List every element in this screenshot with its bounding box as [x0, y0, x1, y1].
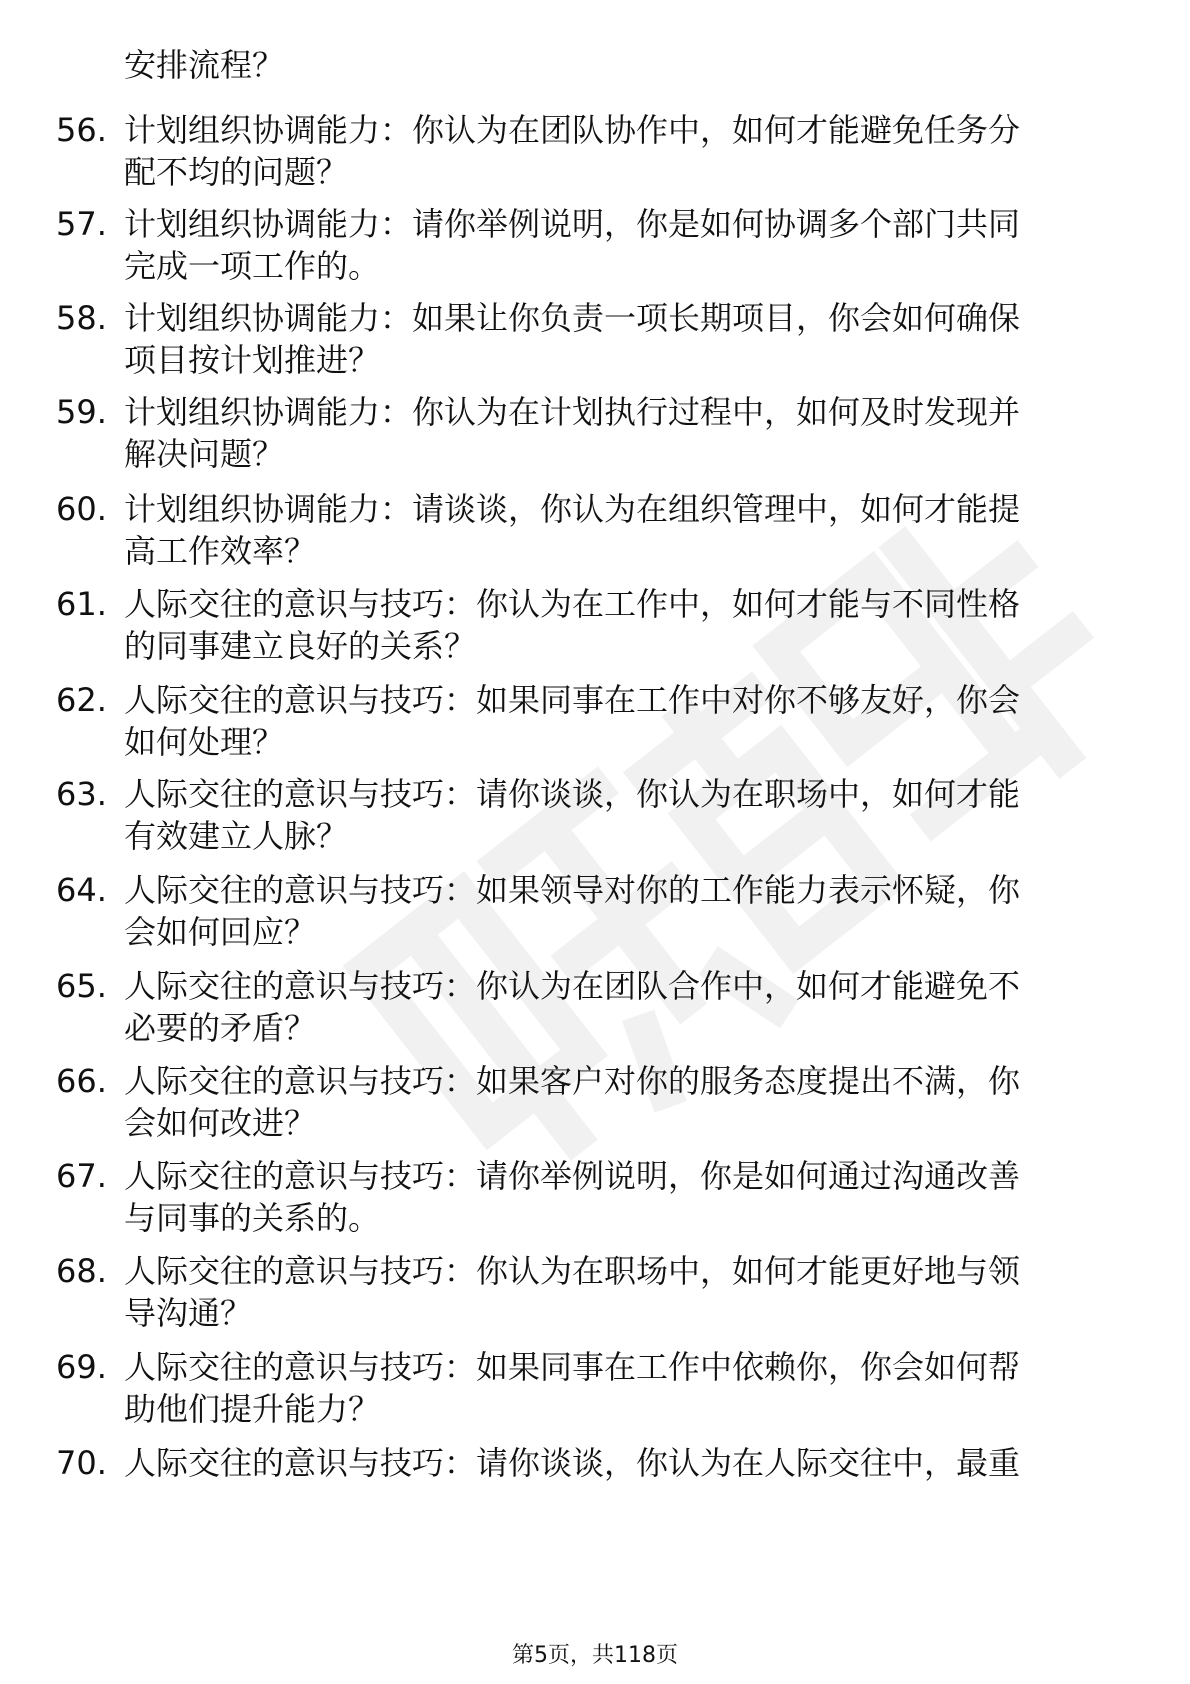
item-text-line-1: 计划组织协调能力：如果让你负责一项长期项目，你会如何确保 [124, 299, 1021, 337]
item-number: 62. [56, 681, 107, 719]
item-number: 59. [56, 393, 107, 431]
item-number: 61. [56, 585, 107, 623]
item-text-line-1: 人际交往的意识与技巧：请你举例说明，你是如何通过沟通改善 [124, 1157, 1021, 1195]
item-number: 65. [56, 967, 107, 1005]
item-text-line-1: 人际交往的意识与技巧：你认为在职场中，如何才能更好地与领 [124, 1252, 1021, 1290]
item-number: 56. [56, 111, 107, 149]
item-text-line-2: 配不均的问题？ [124, 153, 349, 191]
item-text-line-1: 人际交往的意识与技巧：如果同事在工作中依赖你，你会如何帮 [124, 1348, 1021, 1386]
item-text-line-1: 人际交往的意识与技巧：请你谈谈，你认为在职场中，如何才能 [124, 775, 1021, 813]
item-number: 64. [56, 871, 107, 909]
item-text-line-1: 人际交往的意识与技巧：请你谈谈，你认为在人际交往中，最重 [124, 1444, 1021, 1482]
item-number: 70. [56, 1444, 107, 1482]
item-text-line-1: 人际交往的意识与技巧：如果领导对你的工作能力表示怀疑，你 [124, 871, 1021, 909]
item-text-line-2: 的同事建立良好的关系？ [124, 627, 477, 665]
item-text-line-2: 必要的矛盾？ [124, 1009, 317, 1047]
item-number: 69. [56, 1348, 107, 1386]
item-text-line-2: 项目按计划推进？ [124, 341, 381, 379]
item-text-line-2: 会如何回应？ [124, 913, 317, 951]
item-text-line-1: 计划组织协调能力：你认为在团队协作中，如何才能避免任务分 [124, 111, 1021, 149]
item-text-line-2: 解决问题？ [124, 435, 285, 473]
item-number: 66. [56, 1062, 107, 1100]
item-text-line-1: 人际交往的意识与技巧：如果客户对你的服务态度提出不满，你 [124, 1062, 1021, 1100]
item-text-line-2: 与同事的关系的。 [124, 1199, 381, 1237]
item-text-line-1: 计划组织协调能力：你认为在计划执行过程中，如何及时发现并 [124, 393, 1021, 431]
item-number: 57. [56, 205, 107, 243]
item-text-line-2: 高工作效率？ [124, 532, 317, 570]
item-text-line-2: 完成一项工作的。 [124, 247, 381, 285]
item-text-continuation: 安排流程？ [124, 46, 285, 84]
item-number: 68. [56, 1252, 107, 1290]
item-number: 60. [56, 490, 107, 528]
item-text-line-2: 助他们提升能力？ [124, 1390, 381, 1428]
item-text-line-2: 如何处理？ [124, 723, 285, 761]
page-footer: 第5页，共118页 [512, 1643, 678, 1668]
item-text-line-1: 人际交往的意识与技巧：你认为在团队合作中，如何才能避免不 [124, 967, 1021, 1005]
item-text-line-2: 会如何改进？ [124, 1104, 317, 1142]
item-number: 67. [56, 1157, 107, 1195]
item-number: 58. [56, 299, 107, 337]
item-text-line-2: 导沟通？ [124, 1294, 253, 1332]
item-text-line-1: 计划组织协调能力：请谈谈，你认为在组织管理中，如何才能提 [124, 490, 1021, 528]
item-text-line-1: 人际交往的意识与技巧：你认为在工作中，如何才能与不同性格 [124, 585, 1021, 623]
item-number: 63. [56, 775, 107, 813]
item-text-line-2: 有效建立人脉？ [124, 817, 349, 855]
watermark-logo [300, 430, 1120, 1250]
item-text-line-1: 人际交往的意识与技巧：如果同事在工作中对你不够友好，你会 [124, 681, 1021, 719]
item-text-line-1: 计划组织协调能力：请你举例说明，你是如何协调多个部门共同 [124, 205, 1021, 243]
